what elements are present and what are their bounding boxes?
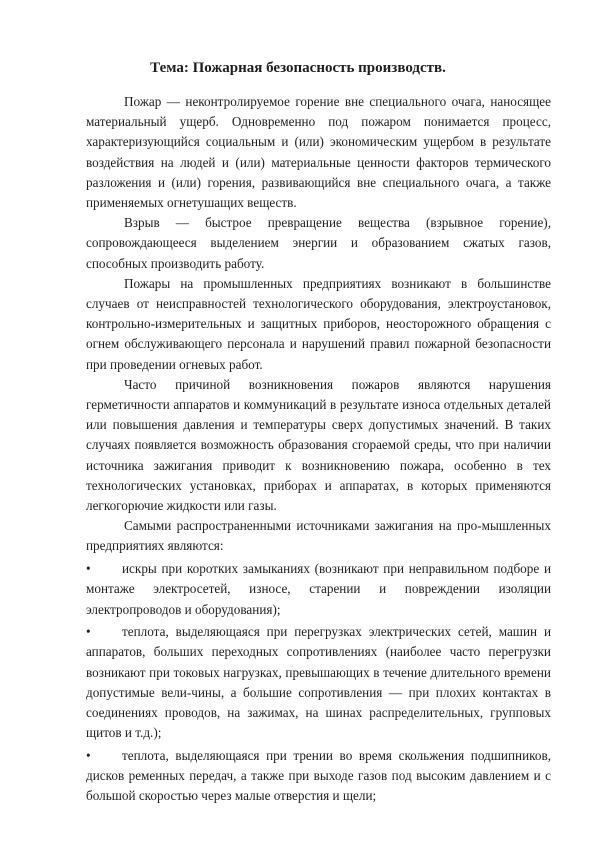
- paragraph-explosion-definition: Взрыв — быстрое превращение вещества (взрывное горение), сопровождающееся выделением энергии и образованием сжатых газов, способных производить работу.: [86, 215, 551, 271]
- paragraph-industrial-fires: Пожары на промышленных предприятиях возникают в большинстве случаев от неисправностей технологического оборудования, электроустановок, контрольно-измерительных и защитных приборов, неосторожного обращения с огнем обслуживающего персонала и нарушений правил пожарной безопасности при проведении огневых работ.: [86, 275, 551, 372]
- bullet-marker: •: [86, 561, 91, 577]
- paragraph-fire-definition: Пожар — неконтролируемое горение вне специального очага, наносящее материальный ущерб. Одновременно под пожаром понимается процесс, характеризующийся социальным и (или) экономическим ущербом в результате воздействия на людей и (или) материальные ценности факторов термического разложения и (или) горения, развивающийся вне специального очага, а также применяемых огнетушащих веществ.: [86, 94, 551, 211]
- list-item-text: искры при коротких замыканиях (возникают при неправильном подборе и монтаже электросетей, износе, старении и повреждении изоляции электропроводов и оборудования);: [86, 561, 551, 617]
- paragraph-ignition-sources-intro: Самыми распространенными источниками зажигания на про-мышленных предприятиях являются:: [86, 518, 551, 554]
- document-body: [86, 92, 551, 807]
- document-title: Тема: Пожарная безопасность производств.: [150, 60, 446, 76]
- list-item-overload-heat: [86, 622, 551, 743]
- paragraph-fire-causes: Часто причиной возникновения пожаров являются нарушения герметичности аппаратов и коммуникаций в результате износа отдельных деталей или повышения давления и температуры сверх допустимых значений. В таких случаях появляется возможность образования сгораемой среды, что при наличии источника зажигания приводит к возникновению пожара, особенно в тех технологических установках, приборах и аппаратах, в которых применяются легкогорючие жидкости или газы.: [86, 376, 551, 514]
- list-item-text: теплота, выделяющаяся при перегрузках электрических сетей, машин и аппаратов, больших переходных сопротивлениях (наиболее часто перегрузки возникают при токовых нагрузках, превышающих в течение длительного времени допустимые вели-чины, а большие сопротивления — при плохих контактах в соединениях проводов, на зажимах, на шинах распределительных, групповых щитов и т.д.);: [86, 624, 551, 741]
- list-item-friction-heat: [86, 746, 551, 807]
- list-item-short-circuit-sparks: [86, 559, 551, 620]
- list-item-text: теплота, выделяющаяся при трении во время скольжения подшипников, дисков ременных передач, а также при выходе газов под высоким давлением и с большой скоростью через малые отверстия и щели;: [86, 748, 551, 804]
- bullet-marker: •: [86, 748, 91, 763]
- bullet-marker: •: [86, 624, 91, 640]
